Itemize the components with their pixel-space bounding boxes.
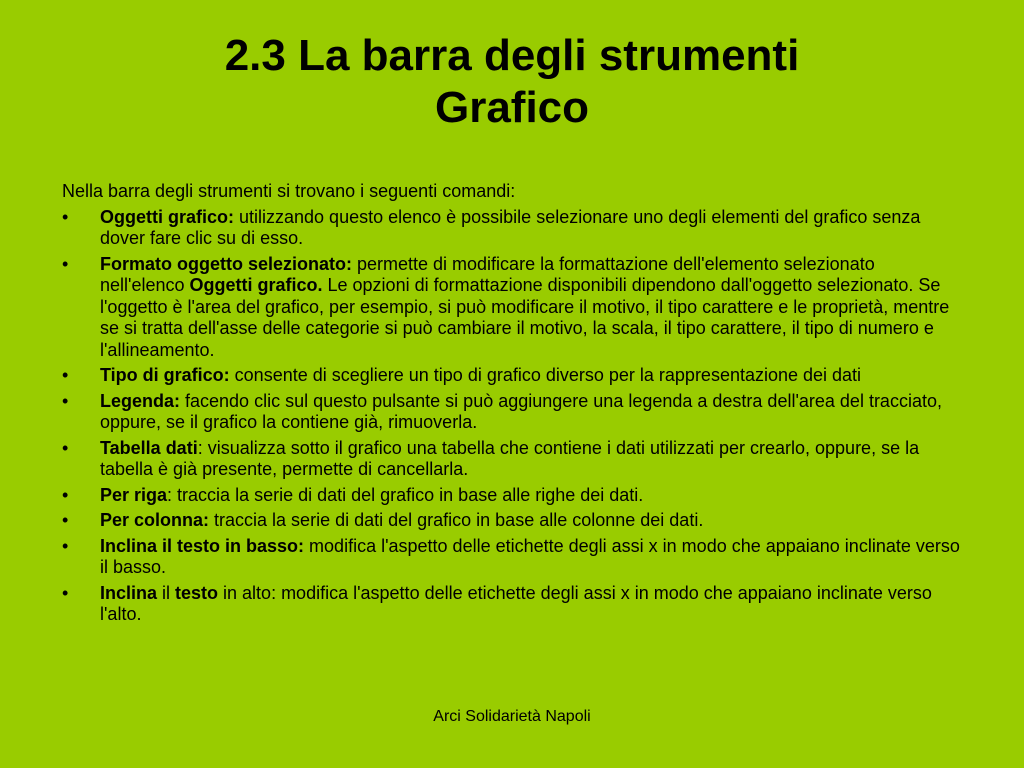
item-description: : traccia la serie di dati del grafico in base alle righe dei dati. [167, 484, 644, 505]
list-item [62, 207, 962, 250]
item-term-inline: testo [175, 582, 219, 603]
intro-text: Nella barra degli strumenti si trovano i seguenti comandi: [62, 181, 516, 201]
bullet-icon: • [62, 390, 69, 411]
slide-title [0, 30, 1024, 134]
item-description: traccia la serie di dati del grafico in base alle colonne dei dati. [209, 510, 704, 530]
bullet-icon: • [62, 582, 69, 603]
bullet-icon: • [62, 484, 69, 505]
bullet-icon: • [62, 365, 69, 385]
item-term: Inclina il testo in basso: [100, 535, 305, 556]
item-description: facendo clic sul questo pulsante si può aggiungere una legenda a destra dell'area del tracciato, oppure, se il grafico la contiene già, rimuoverla. [100, 390, 942, 432]
item-term: Per riga [100, 484, 168, 505]
item-term: Inclina [100, 582, 158, 603]
item-term: Legenda: [100, 390, 181, 411]
item-description: modifica l'aspetto delle etichette degli assi x in modo che appaiano inclinate verso il basso. [100, 535, 960, 577]
item-term: Per colonna: [100, 510, 210, 530]
item-description-continued: in alto: modifica l'aspetto delle etichette degli assi x in modo che appaiano inclinate verso l'alto. [100, 582, 932, 624]
item-description: : visualizza sotto il grafico una tabella che contiene i dati utilizzati per crearlo, oppure, se la tabella è già presente, permette di cancellarla. [100, 437, 920, 479]
list-item [62, 485, 962, 507]
item-term: Oggetti grafico: [100, 206, 234, 227]
item-term-inline: Oggetti grafico. [189, 275, 323, 295]
list-item [62, 583, 962, 626]
list-item [62, 510, 962, 532]
slide-body [62, 181, 962, 630]
item-description: utilizzando questo elenco è possibile selezionare uno degli elementi del grafico senza dover fare clic su di esso. [100, 206, 921, 248]
item-description: permette di modificare la formattazione dell'elemento selezionato nell'elenco [100, 253, 875, 295]
bullet-list [62, 207, 962, 626]
item-description-continued: Le opzioni di formattazione disponibili dipendono dall'oggetto selezionato. Se l'oggetto è l'area del grafico, per esempio, si può modificare il motivo, il tipo carattere e le proprietà, mentre se si tratta dell'asse delle categorie si può cambiare il motivo, la scala, il tipo carattere, il tipo di numero e l'allineamento. [100, 275, 950, 360]
list-item [62, 254, 962, 362]
item-term: Tabella dati [100, 437, 198, 458]
list-item [62, 365, 962, 387]
bullet-icon: • [62, 535, 69, 556]
item-description: il [157, 582, 176, 603]
slide-title-line-2: Grafico [434, 83, 590, 132]
item-term: Tipo di grafico: [100, 365, 230, 385]
bullet-icon: • [62, 510, 69, 530]
list-item [62, 391, 962, 434]
footer-text: Arci Solidarietà Napoli [433, 708, 591, 725]
list-item [62, 438, 962, 481]
bullet-icon: • [62, 206, 69, 227]
bullet-icon: • [62, 437, 69, 458]
bullet-icon: • [62, 253, 69, 274]
item-description: consente di scegliere un tipo di grafico diverso per la rappresentazione dei dati [229, 365, 862, 385]
slide-title-line-1: 2.3 La barra degli strumenti [224, 31, 800, 80]
list-item [62, 536, 962, 579]
item-term: Formato oggetto selezionato: [100, 253, 352, 274]
